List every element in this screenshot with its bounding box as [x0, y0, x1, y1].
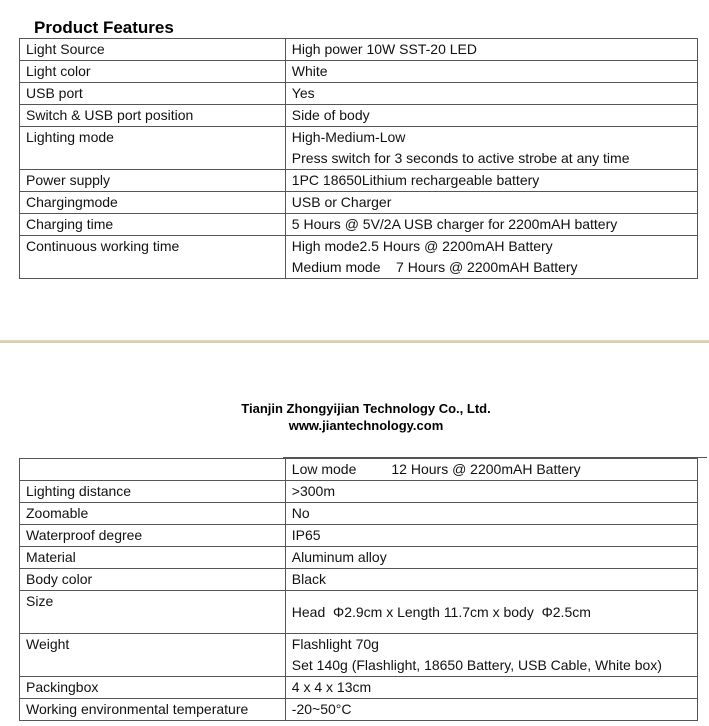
section-title: Product Features: [34, 18, 174, 37]
row-value: -20~50°C: [285, 699, 697, 721]
table-row: [20, 525, 698, 547]
row-label: Charging time: [20, 214, 286, 236]
row-value: 5 Hours @ 5V/2A USB charger for 2200mAH battery: [285, 214, 697, 236]
row-label: Packingbox: [20, 677, 286, 699]
row-label: Zoomable: [20, 503, 286, 525]
table-row: [20, 105, 698, 127]
row-label: Lighting distance: [20, 481, 286, 503]
row-value: High mode2.5 Hours @ 2200mAH Battery Medium mode 7 Hours @ 2200mAH Battery: [285, 236, 697, 279]
row-value: Head Φ2.9cm x Length 11.7cm x body Φ2.5cm: [285, 591, 697, 634]
table-row: [20, 677, 698, 699]
row-label: Body color: [20, 569, 286, 591]
row-value: USB or Charger: [285, 192, 697, 214]
row-label: USB port: [20, 83, 286, 105]
row-value: High power 10W SST-20 LED: [285, 39, 697, 61]
table-row: [20, 547, 698, 569]
row-label: Material: [20, 547, 286, 569]
row-label: Chargingmode: [20, 192, 286, 214]
table-row: [20, 634, 698, 677]
row-label: Continuous working time: [20, 236, 286, 279]
company-website: www.jiantechnology.com: [288, 418, 444, 433]
row-label: Weight: [20, 634, 286, 677]
row-label: [20, 459, 286, 481]
row-value: >300m: [285, 481, 697, 503]
row-value: White: [285, 61, 697, 83]
row-label: Working environmental temperature: [20, 699, 286, 721]
row-label: Size: [20, 591, 286, 634]
table-row: [20, 127, 698, 170]
table-row: [20, 236, 698, 279]
table-row: [20, 214, 698, 236]
row-value: Black: [285, 569, 697, 591]
table-row: [20, 503, 698, 525]
row-value: Low mode 12 Hours @ 2200mAH Battery: [285, 459, 697, 481]
features-table-page-1: [19, 38, 698, 279]
row-value: IP65: [285, 525, 697, 547]
table-row: [20, 591, 698, 634]
row-label: Switch & USB port position: [20, 105, 286, 127]
row-label: Waterproof degree: [20, 525, 286, 547]
table-row: [20, 569, 698, 591]
table-row: [20, 83, 698, 105]
row-value: Side of body: [285, 105, 697, 127]
table-row: [20, 61, 698, 83]
table-row: [20, 481, 698, 503]
company-name: Tianjin Zhongyijian Technology Co., Ltd.: [241, 401, 491, 416]
row-value: 1PC 18650Lithium rechargeable battery: [285, 170, 697, 192]
row-value: 4 x 4 x 13cm: [285, 677, 697, 699]
table-row: [20, 39, 698, 61]
row-value: No: [285, 503, 697, 525]
row-value: High-Medium-Low Press switch for 3 seconds to active strobe at any time: [285, 127, 697, 170]
table-row: [20, 192, 698, 214]
table-row: [20, 459, 698, 481]
row-label: Light Source: [20, 39, 286, 61]
row-value: Aluminum alloy: [285, 547, 697, 569]
row-value: Flashlight 70g Set 140g (Flashlight, 18650 Battery, USB Cable, White box): [285, 634, 697, 677]
table-row: [20, 170, 698, 192]
page-divider: [0, 340, 709, 343]
row-label: Light color: [20, 61, 286, 83]
row-value: Yes: [285, 83, 697, 105]
table-row: [20, 699, 698, 721]
row-label: Lighting mode: [20, 127, 286, 170]
row-label: Power supply: [20, 170, 286, 192]
features-table-page-2: [19, 458, 698, 721]
